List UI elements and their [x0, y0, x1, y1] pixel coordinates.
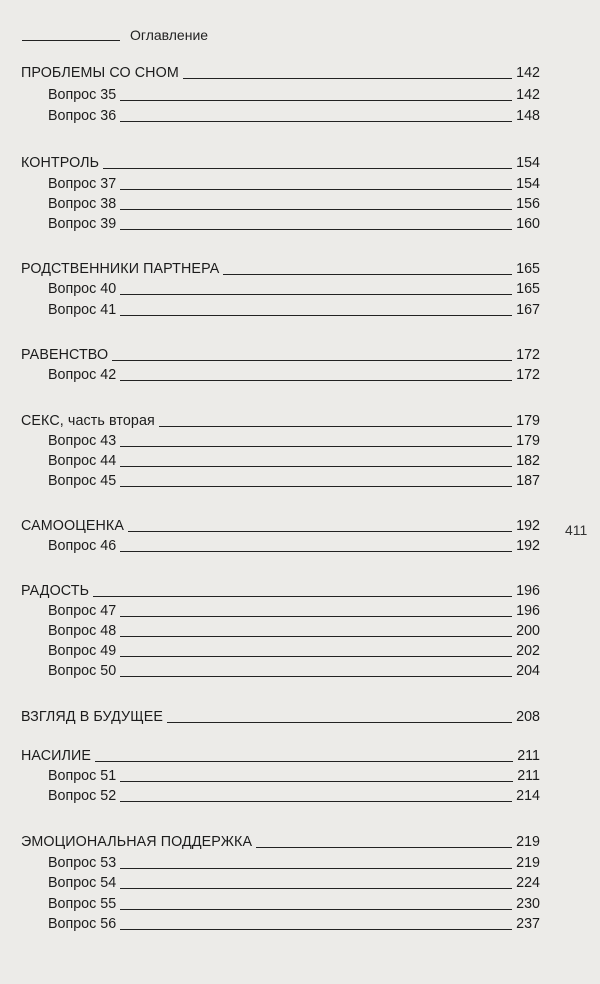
toc-entry-label: САМООЦЕНКА	[21, 518, 124, 534]
toc-leader-line	[103, 168, 512, 169]
toc-leader-line	[120, 380, 512, 381]
toc-entry-label: КОНТРОЛЬ	[21, 155, 100, 171]
toc-entry-page: 237	[516, 916, 540, 932]
toc-leader-line	[120, 909, 512, 910]
toc-question	[48, 279, 540, 300]
toc-leader-line	[256, 847, 512, 848]
toc-question	[48, 853, 540, 874]
toc-question	[48, 194, 540, 215]
toc-question	[48, 174, 540, 195]
toc-entry-label: Вопрос 48	[48, 623, 117, 639]
toc-leader-line	[120, 209, 512, 210]
toc-chapter	[21, 516, 540, 537]
toc-question	[48, 536, 540, 557]
toc-leader-line	[223, 274, 512, 275]
toc-question	[48, 431, 540, 452]
toc-chapter	[21, 63, 540, 84]
toc-entry-label: Вопрос 40	[48, 281, 117, 297]
toc-entry-page: 202	[516, 643, 540, 659]
toc-leader-line	[120, 189, 512, 190]
toc-question	[48, 786, 540, 807]
toc-entry-page: 219	[516, 855, 540, 871]
toc-leader-line	[120, 868, 512, 869]
page-title: Оглавление	[130, 27, 209, 43]
toc-question	[48, 766, 540, 787]
toc-entry-page: 200	[516, 623, 540, 639]
toc-entry-page: 230	[516, 896, 540, 912]
toc-chapter	[21, 345, 540, 366]
toc-entry-page: 142	[516, 87, 540, 103]
toc-entry-label: Вопрос 47	[48, 603, 117, 619]
toc-entry-page: 204	[516, 663, 540, 679]
toc-entry-label: Вопрос 44	[48, 453, 117, 469]
toc-question	[48, 106, 540, 127]
toc-leader-line	[128, 531, 512, 532]
toc-entry-label: НАСИЛИЕ	[21, 748, 92, 764]
toc-chapter	[21, 411, 540, 432]
toc-question	[48, 621, 540, 642]
header-rule	[22, 40, 120, 41]
toc-question	[48, 365, 540, 386]
toc-entry-label: Вопрос 36	[48, 108, 117, 124]
toc-leader-line	[120, 781, 513, 782]
toc-entry-label: Вопрос 55	[48, 896, 117, 912]
toc-entry-page: 187	[516, 473, 540, 489]
toc-entry-page: 219	[516, 834, 540, 850]
toc-question	[48, 661, 540, 682]
toc-entry-label: ЭМОЦИОНАЛЬНАЯ ПОДДЕРЖКА	[21, 834, 253, 850]
toc-entry-label: Вопрос 52	[48, 788, 117, 804]
toc-entry-label: ПРОБЛЕМЫ СО СНОМ	[21, 65, 179, 81]
toc-entry-label: Вопрос 53	[48, 855, 117, 871]
toc-leader-line	[120, 446, 512, 447]
toc-question	[48, 894, 540, 915]
toc-chapter	[21, 153, 540, 174]
toc-leader-line	[159, 426, 512, 427]
toc-leader-line	[120, 676, 512, 677]
toc-question	[48, 873, 540, 894]
toc-leader-line	[120, 486, 512, 487]
toc-entry-page: 208	[516, 709, 540, 725]
toc-chapter	[21, 581, 540, 602]
toc-leader-line	[120, 888, 512, 889]
toc-leader-line	[120, 315, 512, 316]
toc-entry-page: 154	[516, 155, 540, 171]
toc-question	[48, 300, 540, 321]
toc-entry-page: 179	[516, 433, 540, 449]
toc-entry-page: 182	[516, 453, 540, 469]
toc-entry-label: РОДСТВЕННИКИ ПАРТНЕРА	[21, 261, 220, 277]
toc-entry-label: Вопрос 42	[48, 367, 117, 383]
toc-entry-page: 211	[517, 748, 540, 764]
toc-chapter	[21, 832, 540, 853]
toc-entry-page: 160	[516, 216, 540, 232]
toc-question	[48, 85, 540, 106]
toc-chapter	[21, 707, 540, 728]
toc-entry-label: Вопрос 41	[48, 302, 117, 318]
toc-question	[48, 451, 540, 472]
toc-leader-line	[120, 121, 512, 122]
toc-question	[48, 914, 540, 935]
toc-entry-page: 165	[516, 281, 540, 297]
toc-leader-line	[120, 616, 512, 617]
toc-question	[48, 214, 540, 235]
toc-entry-page: 196	[516, 583, 540, 599]
toc-leader-line	[120, 294, 512, 295]
toc-entry-label: Вопрос 46	[48, 538, 117, 554]
toc-leader-line	[120, 466, 512, 467]
toc-leader-line	[93, 596, 512, 597]
toc-chapter	[21, 259, 540, 280]
toc-entry-page: 167	[516, 302, 540, 318]
toc-entry-page: 214	[516, 788, 540, 804]
toc-entry-page: 211	[517, 768, 540, 784]
toc-entry-label: Вопрос 45	[48, 473, 117, 489]
toc-entry-page: 172	[516, 367, 540, 383]
toc-entry-label: Вопрос 37	[48, 176, 117, 192]
toc-entry-label: РАВЕНСТВО	[21, 347, 109, 363]
toc-entry-label: Вопрос 54	[48, 875, 117, 891]
toc-leader-line	[120, 636, 512, 637]
toc-entry-page: 224	[516, 875, 540, 891]
toc-entry-label: Вопрос 49	[48, 643, 117, 659]
toc-chapter	[21, 746, 540, 767]
toc-entry-label: Вопрос 35	[48, 87, 117, 103]
toc-entry-page: 156	[516, 196, 540, 212]
toc-question	[48, 641, 540, 662]
toc-leader-line	[120, 229, 512, 230]
toc-entry-page: 165	[516, 261, 540, 277]
toc-entry-label: РАДОСТЬ	[21, 583, 90, 599]
toc-entry-page: 192	[516, 538, 540, 554]
toc-leader-line	[112, 360, 512, 361]
toc-question	[48, 601, 540, 622]
toc-entry-page: 142	[516, 65, 540, 81]
toc-entry-page: 192	[516, 518, 540, 534]
toc-entry-label: СЕКС, часть вторая	[21, 413, 155, 429]
toc-entry-label: Вопрос 50	[48, 663, 117, 679]
toc-entry-page: 148	[516, 108, 540, 124]
toc-leader-line	[120, 929, 512, 930]
toc-entry-page: 154	[516, 176, 540, 192]
toc-entry-label: Вопрос 39	[48, 216, 117, 232]
toc-leader-line	[120, 801, 512, 802]
toc-question	[48, 471, 540, 492]
toc-leader-line	[120, 100, 512, 101]
toc-entry-label: Вопрос 38	[48, 196, 117, 212]
toc-leader-line	[95, 761, 513, 762]
toc-leader-line	[183, 78, 512, 79]
toc-entry-label: Вопрос 56	[48, 916, 117, 932]
toc-leader-line	[120, 656, 512, 657]
toc-entry-label: Вопрос 43	[48, 433, 117, 449]
toc-entry-page: 179	[516, 413, 540, 429]
toc-entry-label: ВЗГЛЯД В БУДУЩЕЕ	[21, 709, 163, 725]
toc-entry-page: 196	[516, 603, 540, 619]
toc-entry-label: Вопрос 51	[48, 768, 117, 784]
toc-entry-page: 172	[516, 347, 540, 363]
toc-leader-line	[120, 551, 512, 552]
page-number: 411	[565, 522, 588, 538]
toc-leader-line	[167, 722, 512, 723]
